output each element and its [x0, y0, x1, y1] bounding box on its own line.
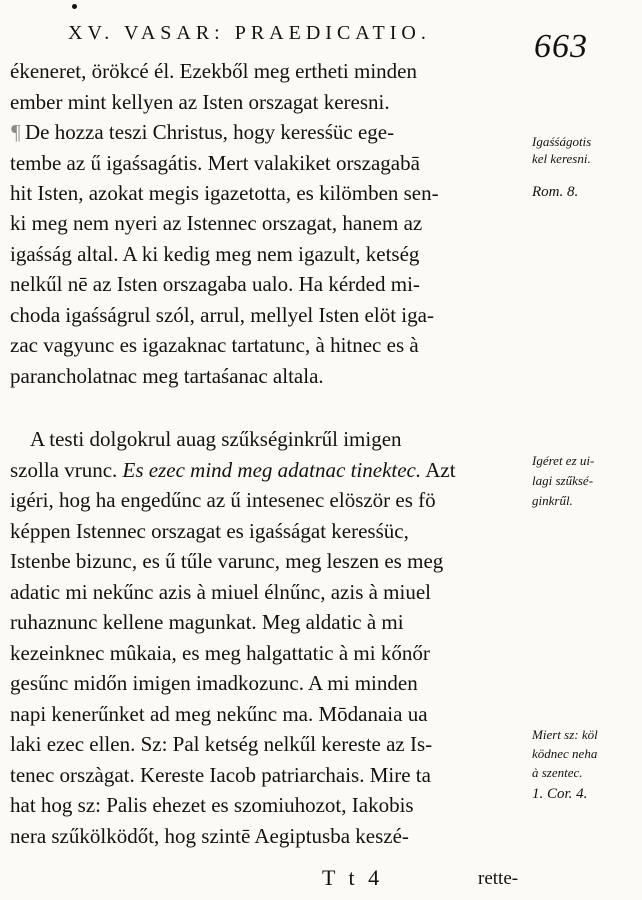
- marginal-note: Igéret ez ui-: [532, 453, 595, 468]
- paragraph-mark: ¶: [10, 120, 21, 144]
- text-line: tenec orszàgat. Kereste Iacob patriarchais. Mire ta: [10, 763, 431, 787]
- text-line: ¶ De hozza teszi Christus, hogy keresśüc ege-: [10, 120, 395, 144]
- text-line: choda igaśságrul szól, arrul, mellyel Isten elöt iga-: [10, 303, 434, 327]
- text-line: ruhaznunc kellene magunkat. Meg aldatic à mi: [10, 610, 404, 634]
- catchword: rette-: [478, 868, 519, 889]
- text-line: parancholatnac meg tartaśanac altala.: [10, 364, 324, 388]
- text-line: Istenbe bizunc, es ű tűle varunc, meg leszen es meg: [10, 549, 444, 573]
- marginal-reference: 1. Cor. 4.: [532, 786, 588, 802]
- text-line: igaśság altal. A ki kedig meg nem igazult, ketség: [10, 242, 420, 266]
- text-line: A testi dolgokrul auag szűkséginkrűl imigen: [30, 427, 402, 451]
- text-line: szolla vrunc. Es ezec mind meg adatnac tinektec. Azt: [10, 458, 456, 482]
- text-line: hat hog sz: Palis ehezet es szomiuhozot, Iakobis: [10, 793, 414, 817]
- running-head: XV. VASAR: PRAEDICATIO.: [68, 22, 431, 44]
- text-line: képpen Istennec orszagat es igaśságat keresśüc,: [10, 519, 409, 543]
- text-line: ékeneret, örökcé él. Ezekből meg ertheti minden: [10, 59, 417, 83]
- text-line: nera szűkölködőt, hog szintē Aegiptusba keszé-: [10, 824, 409, 848]
- text-line: zac vagyunc es igazaknac tartatunc, à hitnec es à: [10, 333, 419, 357]
- text-line: laki ezec ellen. Sz: Pal ketség nelkűl kereste az Is-: [10, 732, 433, 756]
- marginal-note: Igaśśágotis: [532, 134, 592, 149]
- marginal-note: ködnec neha: [532, 746, 598, 761]
- text-line: nelkűl nē az Isten orszagaba ualo. Ha kérded mi-: [10, 272, 420, 296]
- text-line: ember mint kellyen az Isten orszagat keresni.: [10, 90, 390, 114]
- marginal-note: Miert sz: köl: [532, 727, 598, 742]
- marginal-note: ginkrűl.: [532, 493, 573, 508]
- text-line: gesűnc midőn imigen imadkozunc. A mi minden: [10, 671, 418, 695]
- marginal-note: lagi szűksé-: [532, 473, 594, 488]
- text-line: hit Isten, azokat megis igazetotta, es kilömben sen-: [10, 181, 439, 205]
- text-line: napi kenerűnket ad meg nekűnc ma. Mōdanaia ua: [10, 702, 428, 726]
- signature-mark: T t 4: [322, 865, 384, 890]
- text-line: adatic mi nekűnc azis à miuel élnűnc, azis à miuel: [10, 580, 432, 604]
- text-line: tembe az ű igaśsagátis. Mert valakiket orszagabā: [10, 151, 420, 175]
- page-number: 663: [534, 28, 588, 65]
- marginal-note: kel keresni.: [532, 151, 591, 166]
- marginal-reference: Rom. 8.: [532, 184, 579, 200]
- ink-dot: [72, 4, 77, 9]
- text-line: kezeinknec mûkaia, es meg halgattatic à mi kőnőr: [10, 641, 430, 665]
- text-line: ki meg nem nyeri az Istennec orszagat, hanem az: [10, 211, 423, 235]
- text-line: igéri, hog ha engedűnc az ű intesenec elöször es fö: [10, 488, 436, 512]
- marginal-note: à szentec.: [532, 765, 583, 780]
- italic-quote: Es ezec mind meg adatnac tinektec.: [122, 458, 422, 482]
